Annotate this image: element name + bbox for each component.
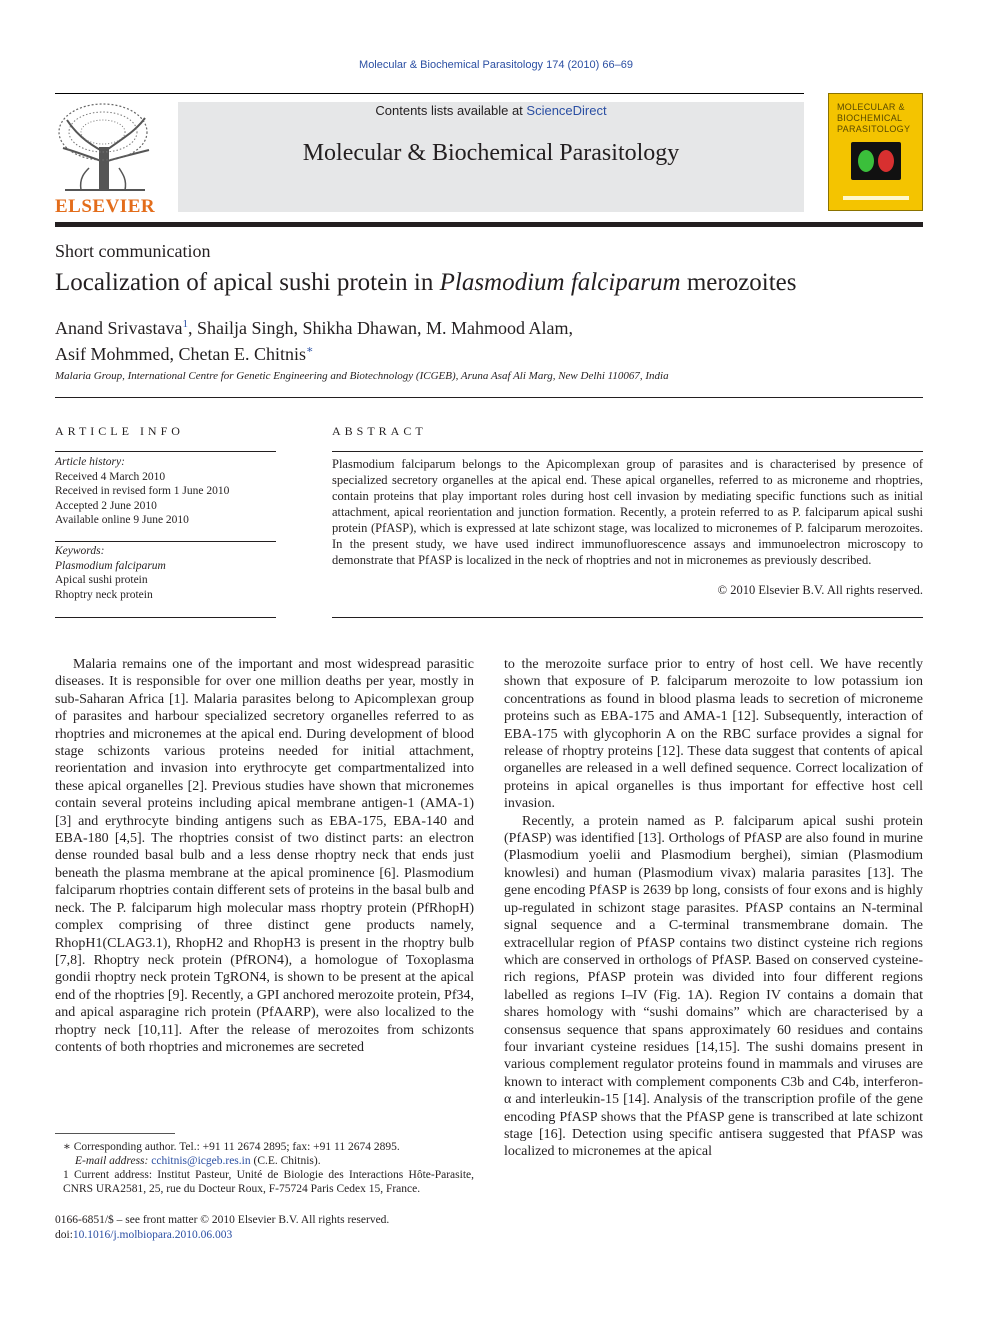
cover-micrograph-icon	[851, 142, 901, 180]
article-info-rule	[55, 451, 276, 452]
doi-prefix: doi:	[55, 1228, 73, 1241]
article-title	[55, 269, 797, 297]
keyword-1: Plasmodium falciparum	[55, 559, 166, 572]
history-revised: Received in revised form 1 June 2010	[55, 485, 230, 497]
title-species: Plasmodium falciparum	[439, 269, 681, 296]
corresponding-footnote: ∗ Corresponding author. Tel.: +91 11 2674 2895; fax: +91 11 2674 2895.	[63, 1141, 400, 1153]
body-left-column	[55, 656, 474, 1056]
authors-line-1: , Shailja Singh, Shikha Dhawan, M. Mahmood Alam,	[187, 318, 573, 338]
keywords-bottom-rule	[55, 617, 276, 618]
affiliation: Malaria Group, International Centre for Genetic Engineering and Biotechnology (ICGEB), Aruna Asaf Ali Marg, New Delhi 110067, India	[55, 370, 669, 382]
sciencedirect-link[interactable]: ScienceDirect	[526, 103, 607, 118]
contents-line	[178, 103, 804, 118]
keyword-2: Apical sushi protein	[55, 574, 148, 586]
keywords-rule	[55, 541, 276, 542]
email-suffix: (C.E. Chitnis).	[253, 1155, 321, 1167]
title-part-1: Localization of apical sushi protein in	[55, 269, 440, 296]
author-list	[55, 313, 573, 365]
abstract-bottom-rule	[332, 617, 923, 618]
body-paragraph: Recently, a protein named as P. falciparum apical sushi protein (PfASP) was identified [13]. Orthologs of PfASP are also found in murine (Plasmodium yoelii and Plasmodium berghei), simian (Plasmodium knowlesi) and human (Plasmodium vivax) malaria parasites [13]. The gene encoding PfASP is 2639 bp long, consists of four exons and is highly up-regulated in schizont stage parasites. PfASP contains an N-terminal signal sequence and a C-terminal transmembrane domain. The extracellular region of PfASP contains two distinct cysteine rich regions which are conserved in orthologs of PfASP. Based on conserved cysteine-rich regions, PfASP protein was divided into four different regions labelled as regions I–IV (Fig. 1A). Region IV contains a domain that shares homology with “sushi domains” which are characterised by a consensus sequence that spans approximately 60 residues and contains four invariant cysteine residues [14,15]. The sushi domains present in various complement regulator proteins found in mammals and viruses are known to interact with complement components C3b and C4b, interferon-α and interleukin-15 [14]. Analysis of the transcription profile of the gene encoding PfASP shows that the PfASP gene is transcribed at late schizont stage [16]. Detection using specific antisera suggested that PfASP was localized to micronemes at the apical	[504, 813, 923, 1160]
title-part-2: merozoites	[680, 269, 797, 296]
article-info-heading: ARTICLE INFO	[55, 424, 184, 438]
front-matter	[55, 1213, 389, 1242]
history-label: Article history:	[55, 456, 125, 468]
keywords	[55, 544, 276, 602]
article-type: Short communication	[55, 241, 211, 261]
journal-citation[interactable]: Molecular & Biochemical Parasitology 174 (2010) 66–69	[359, 59, 633, 71]
history-accepted: Accepted 2 June 2010	[55, 499, 157, 512]
elsevier-wordmark: ELSEVIER	[55, 196, 156, 217]
abstract-copyright: © 2010 Elsevier B.V. All rights reserved.	[717, 583, 923, 597]
header-thick-rule	[55, 222, 923, 227]
email-link[interactable]: cchitnis@icgeb.res.in	[151, 1155, 251, 1167]
body-paragraph: to the merozoite surface prior to entry of host cell. We have recently shown that exposure of P. falciparum merozoite to low potassium ion concentrations as found in blood plasma leads to secretion of microneme proteins such as EBA-175 and AMA-1 [12]. Subsequently, interaction of EBA-175 with glycophorin A on the RBC surface provides a signal for release of rhoptry proteins [12]. These data suggest that contents of apical organelles are released in a well defined sequence. Correct localization of proteins in apical organelles is thus important for effective host cell invasion.	[504, 657, 923, 812]
email-label: E-mail address:	[75, 1155, 149, 1167]
doi-link[interactable]: 10.1016/j.molbiopara.2010.06.003	[72, 1228, 233, 1241]
tree-icon	[55, 102, 155, 197]
body-paragraph: Malaria remains one of the important and most widespread parasitic diseases. It is responsible for over one million deaths per year, mostly in sub-Saharan Africa [1]. Malaria parasites belong to Apicomplexan group of parasites and harbour specialized secretory organelles referred to as rhoptries and micronemes at the apical end. During development of blood stage schizonts various proteins needed for initial attachment, reorientation and invasion into erythrocyte get compartmentalized into these apical organelles [2]. Previous studies have shown that micronemes contain several proteins including apical membrane antigen-1 (AMA-1) [3] and erythrocyte binding antigens such as EBA-175, EBA-140 and EBA-180 [4,5]. The rhoptries consist of two distinct parts: an electron dense rounded basal bulb and a less dense rhoptry neck that ends just beneath the plasma membrane at the apical prominence [6]. Plasmodium falciparum rhoptries contain different sets of proteins in the basal bulb and neck. The P. falciparum high molecular mass rhoptry protein (PfRhopH) complex comprising of three distinct gene products namely, RhopH1(CLAG3.1), RhopH2 and RhopH3 is present in the rhoptry bulb [7,8]. Rhoptry neck protein (PfRON4), a homologue of Toxoplasma gondii rhoptry neck protein TgRON4, is shown to be present at the apical end of the rhoptries [9]. Recently, a GPI anchored merozoite protein, Pf34, and apical asparagine rich protein (PfAARP), were also localized to the rhoptry neck [10,11]. After the release of merozoites from schizonts contents of both rhoptries and micronemes are secreted	[55, 657, 474, 1055]
journal-banner	[178, 102, 804, 212]
abstract-text: Plasmodium falciparum belongs to the Apicomplexan group of parasites and is characterised by presence of specialized secretory organelles at the apical end. These apical organelles, referred to as microneme and rhoptries, contain proteins that play important roles during host cell invasion by mediating specific functions such as initial attachment, apical reorientation and junction formation. Recently, a protein referred to as P. falciparum apical sushi protein (PfASP), which is expressed at late schizont stage, was localized to micronemes of P. falciparum merozoites. In the present study, we have used indirect immunofluorescence assays and immunoelectron microscopy to demonstrate that PfASP is localized in the neck of rhoptries and not in micronemes as previously described.	[332, 457, 923, 567]
title-rule	[55, 397, 923, 398]
journal-cover[interactable]	[828, 93, 923, 211]
keywords-label: Keywords:	[55, 545, 105, 557]
footnote-rule	[55, 1133, 175, 1134]
authors-line-2: Asif Mohmmed, Chetan E. Chitnis	[55, 344, 306, 364]
cover-image	[851, 142, 901, 180]
author-1: Anand Srivastava	[55, 318, 183, 338]
author-1-footnote-mark[interactable]: 1	[182, 318, 188, 330]
history-received: Received 4 March 2010	[55, 470, 166, 483]
article-history	[55, 455, 276, 528]
journal-name[interactable]: Molecular & Biochemical Parasitology	[302, 140, 680, 166]
issn-line: 0166-6851/$ – see front matter © 2010 Elsevier B.V. All rights reserved.	[55, 1214, 390, 1226]
contents-prefix: Contents lists available at	[375, 103, 527, 118]
keyword-3: Rhoptry neck protein	[55, 588, 153, 601]
cover-title: MOLECULAR & BIOCHEMICAL PARASITOLOGY	[837, 102, 911, 134]
current-address-footnote: 1 Current address: Institut Pasteur, Unité de Biologie des Interactions Hôte-Parasite, CNRS URA2581, 25, rue du Docteur Roux, F-75724 Paris Cedex 15, France.	[63, 1169, 474, 1195]
abstract-heading: ABSTRACT	[332, 424, 427, 438]
cover-bar	[843, 196, 909, 200]
footnotes	[55, 1140, 474, 1196]
body-right-column	[504, 656, 923, 1161]
corresponding-author-mark[interactable]: ∗	[306, 344, 314, 356]
header-rule	[55, 93, 804, 94]
email-footnote	[55, 1154, 474, 1168]
history-online: Available online 9 June 2010	[55, 514, 189, 526]
abstract-rule	[332, 451, 923, 452]
elsevier-logo[interactable]	[55, 102, 155, 218]
